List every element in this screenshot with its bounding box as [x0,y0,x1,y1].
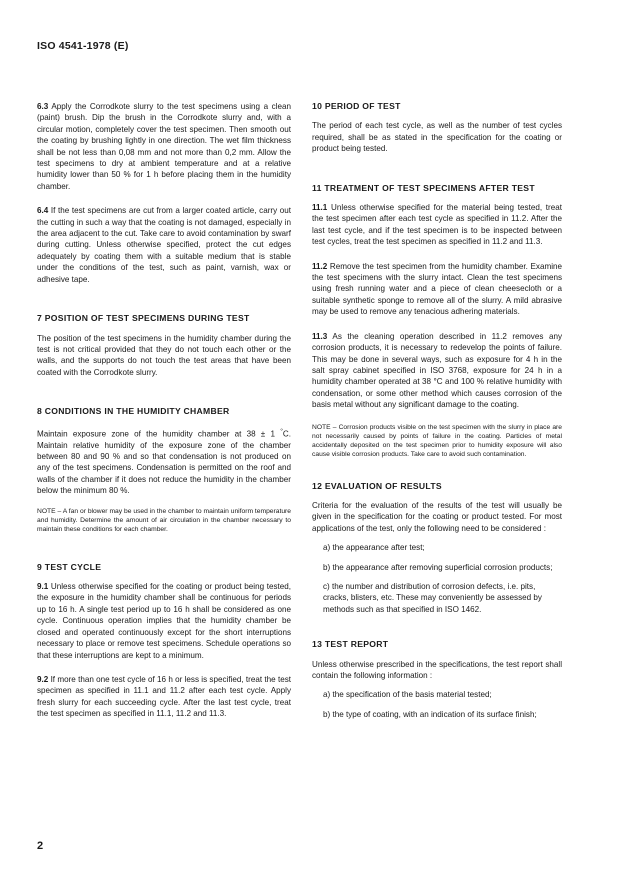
paragraph-6-4 [37,205,291,285]
clause-text: If more than one test cycle of 16 h or less is specified, treat the test specimen as specified in 11.1 and 11.2 after each test cycle. Apply fresh slurry for each succeeding cycle. After the last test cycle, treat the test specimen as specified in 11.1, 11.2 and 11.3. [37,674,291,719]
section-title-8: 8 CONDITIONS IN THE HUMIDITY CHAMBER [37,406,230,417]
section-title-13: 13 TEST REPORT [312,639,389,650]
clause-number: 11.3 [312,331,328,341]
page-header: ISO 4541-1978 (E) [37,40,129,52]
clause-text: As the cleaning operation described in 11.2 removes any corrosion products, it is necessary to redevelop the points of failure. This may be done in several ways, such as exposure for 4 h in the salt spray cabinet specified in ISO 3768, exposure for 24 h in a humidity chamber operated at 38 °C and 100 % relative humidity with condensation, or some other method which causes corrosion of the basis metal without any significant damage to the coating. [312,331,562,410]
section-title-10: 10 PERIOD OF TEST [312,101,401,111]
list-item: c) the number and distribution of corrosion defects, i.e. pits, cracks, blisters, etc. These may conveniently be assessed by methods such as that specified in ISO 1462. [323,581,542,614]
section-title-11: 11 TREATMENT OF TEST SPECIMENS AFTER TEST [312,182,535,193]
section-title-9: 9 TEST CYCLE [37,561,102,572]
clause-text: Unless otherwise specified for the coating or product being tested, the exposure in the humidity chamber shall be continuous for periods up to 16 h. A single test period up to 16 h shall be considered as one cycle. Continuous operation implies that the humidity chamber be closed and operated continuously except for the short interruptions necessary to place or remove test specimens. Schedule operations so that these interruptions are kept to a minimum. [37,582,292,660]
list-item: a) the specification of the basis material tested; [323,690,492,700]
list-item: b) the type of coating, with an indication of its surface finish; [323,709,537,719]
paragraph-6-3 [37,101,291,192]
list-item: a) the appearance after test; [323,543,425,553]
clause-text: Maintain exposure zone of the humidity chamber at 38 ± 1 [37,429,281,439]
clause-text: C. Maintain relative humidity of the exposure zone of the chamber between 80 and 90 % and so that condensation is not produced on any of the test specimens. Condensation is permitted on the roof and walls of the chamber if it does not reduce the humidity in the chamber below the minimum 80 %. [37,429,291,496]
note-11: NOTE – Corrosion products visible on the test specimen with the slurry in place are not necessarily caused by points of failure in the coating. Particles of metal accidentally deposited on the test specimen prior to humidity exposure will also cause visible corrosion products. Take care to avoid such contamination. [312,423,562,458]
section-title-7: 7 POSITION OF TEST SPECIMENS DURING TEST [37,313,250,324]
paragraph-12: Criteria for the evaluation of the results of the test will usually be given in the specification for the coating or product tested. For most applications of the test, only the following need to be considered : [312,500,562,533]
list-item: b) the appearance after removing superficial corrosion products; [323,562,553,572]
paragraph-11-2 [312,261,562,318]
paragraph-11-1 [312,202,562,248]
clause-number: 11.1 [312,203,328,213]
clause-number: 9.1 [37,582,49,592]
paragraph-9-2 [37,674,291,720]
paragraph-8 [37,426,291,497]
clause-text: If the test specimens are cut from a larger coated article, carry out the cutting in such a way that the coating is not damaged, especially in the area adjacent to the cut. Take care to avoid contamination by swarf during cutting. Unless otherwise specified, protect the cut edges adequately by coating them with a suitable medium that is stable under the conditions of the test, such as paint, varnish, wax or adhesive tape. [37,206,292,284]
clause-text: Remove the test specimen from the humidity chamber. Examine the test specimens with the slurry intact. Clean the test specimens using fresh running water and a piece of clean cheesecloth or a suitable synthetic sponge to remove all of the slurry. A mild abrasive may be used to remove any tenacious adhering materials. [312,261,562,317]
paragraph-10: The period of each test cycle, as well as the number of test cycles required, shall be as stated in the specification for the coating or product being tested. [312,121,562,154]
left-column [37,101,291,720]
paragraph-9-1 [37,581,291,661]
paragraph-11-3 [312,331,562,411]
clause-number: 6.4 [37,206,49,216]
paragraph-7: The position of the test specimens in the humidity chamber during the test is not critical provided that they do not touch each other or the walls, and the supports do not touch the test areas that have been coated with the Corrodkote slurry. [37,333,291,377]
clause-text: Apply the Corrodkote slurry to the test specimens using a clean (paint) brush. Dip the brush in the Corrodkote slurry and, with a circular motion, completely cover the test specimen. Then smooth out the coating by brushing lightly in one direction. The wet film thickness shall be not less than 0,08 mm and not more than 0,2 mm. Allow the test specimens to dry at ambient temperature and at a relative humidity lower than 50 % for 1 h before placing them in the humidity chamber. [37,102,291,191]
right-column [312,101,562,720]
clause-number: 11.2 [312,261,328,271]
clause-text: Unless otherwise specified for the material being tested, treat the test specimen after each test cycle as specified in 11.2. After the last test cycle, and if the test specimen is to be inspected between test cycles, treat the test specimen as specified in 11.2 and 11.3. [312,203,563,247]
section-title-12: 12 EVALUATION OF RESULTS [312,480,442,491]
page-number: 2 [37,840,44,852]
degree-sign: ° [280,427,283,435]
clause-number: 9.2 [37,674,49,684]
paragraph-13: Unless otherwise prescribed in the specifications, the test report shall contain the following information : [312,659,562,680]
clause-number: 6.3 [37,102,49,111]
note-8: NOTE – A fan or blower may be used in the chamber to maintain uniform temperature and humidity. Determine the amount of air circulation in the chamber necessary to maintain these conditions for each chamber. [37,507,291,533]
